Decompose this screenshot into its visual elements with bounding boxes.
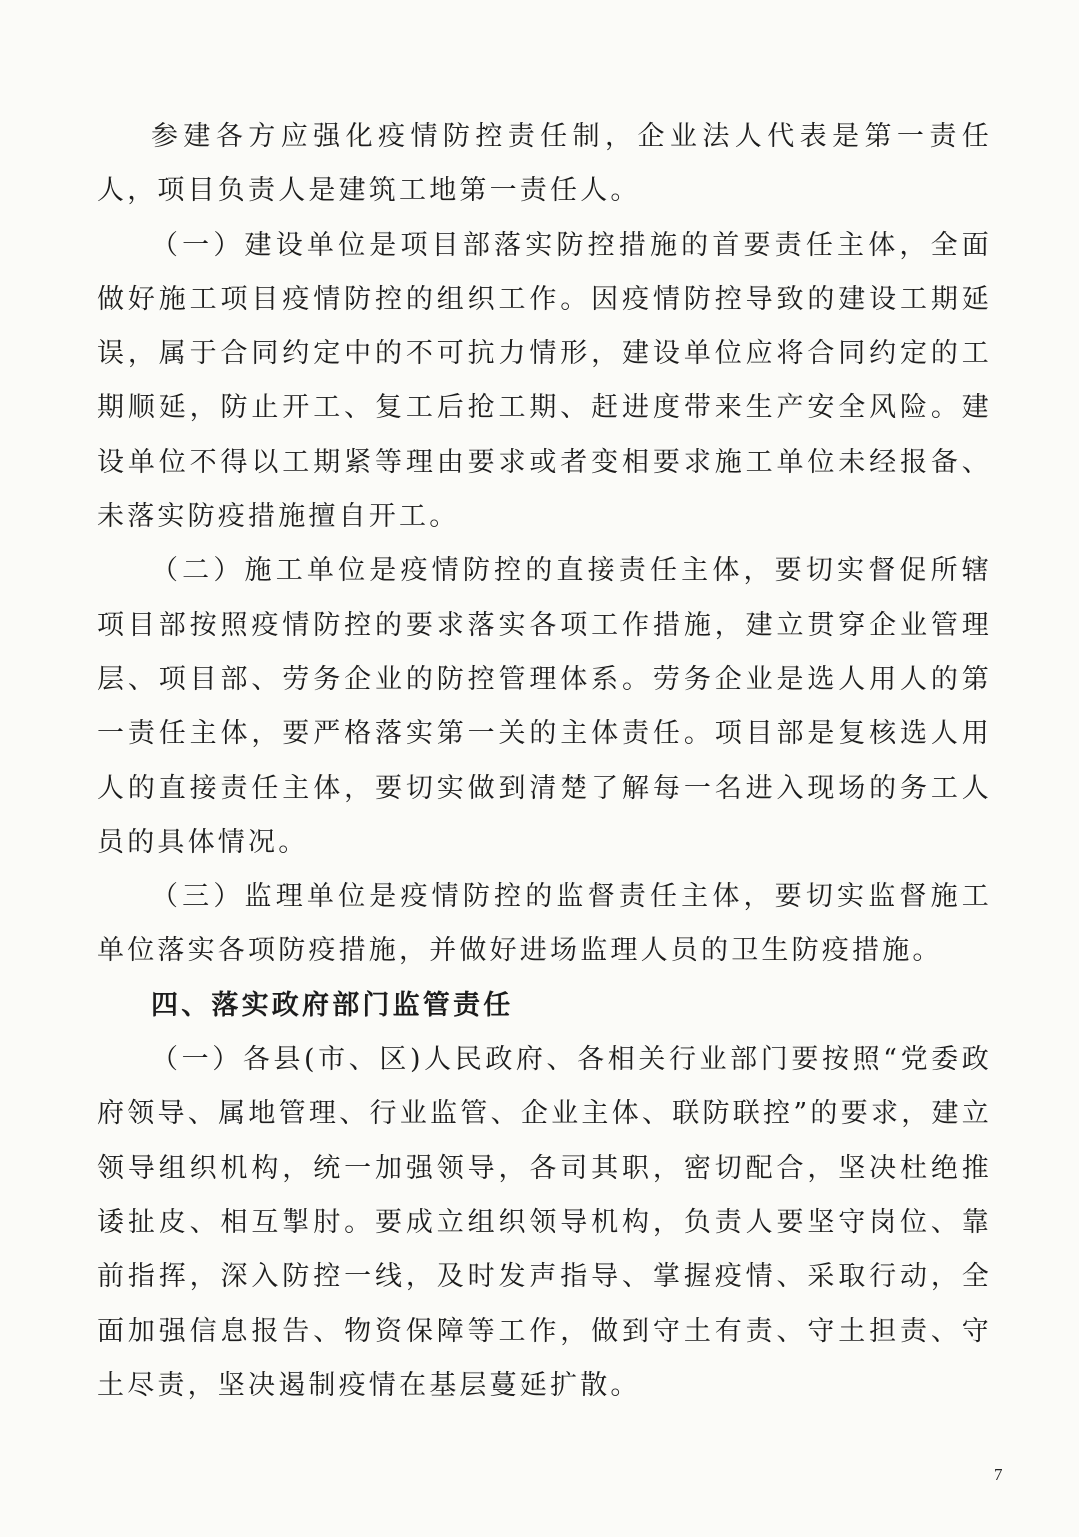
page-number: 7 xyxy=(994,1465,1003,1484)
paragraph-supervision-unit: （三）监理单位是疫情防控的监督责任主体，要切实监督施工单位落实各项防疫措施，并做好进场监理人员的卫生防疫措施。 xyxy=(97,881,992,967)
section-heading-government: 四、落实政府部门监管责任 xyxy=(151,989,514,1021)
paragraph-responsibility-intro: 参建各方应强化疫情防控责任制，企业法人代表是第一责任人，项目负责人是建筑工地第一责任人。 xyxy=(97,121,992,207)
paragraph-contractor-unit: （二）施工单位是疫情防控的直接责任主体，要切实督促所辖项目部按照疫情防控的要求落实各项工作措施，建立贯穿企业管理层、项目部、劳务企业的防控管理体系。劳务企业是选人用人的第一责任主体，要严格落实第一关的主体责任。项目部是复核选人用人的直接责任主体，要切实做到清楚了解每一名进入现场的务工人员的具体情况。 xyxy=(97,555,992,858)
paragraph-construction-unit: （一）建设单位是项目部落实防控措施的首要责任主体，全面做好施工项目疫情防控的组织工作。因疫情防控导致的建设工期延误，属于合同约定中的不可抗力情形，建设单位应将合同约定的工期顺延，防止开工、复工后抢工期、赶进度带来生产安全风险。建设单位不得以工期紧等理由要求或者变相要求施工单位未经报备、未落实防疫措施擅自开工。 xyxy=(97,229,992,533)
paragraph-government-duty: （一）各县(市、区)人民政府、各相关行业部门要按照“党委政府领导、属地管理、行业监管、企业主体、联防联控”的要求，建立领导组织机构，统一加强领导，各司其职，密切配合，坚决杜绝推诿扯皮、相互掣肘。要成立组织领导机构，负责人要坚守岗位、靠前指挥，深入防控一线，及时发声指导、掌握疫情、采取行动，全面加强信息报告、物资保障等工作，做到守土有责、守土担责、守土尽责，坚决遏制疫情在基层蔓延扩散。 xyxy=(97,1044,992,1401)
document-page xyxy=(97,110,992,1413)
